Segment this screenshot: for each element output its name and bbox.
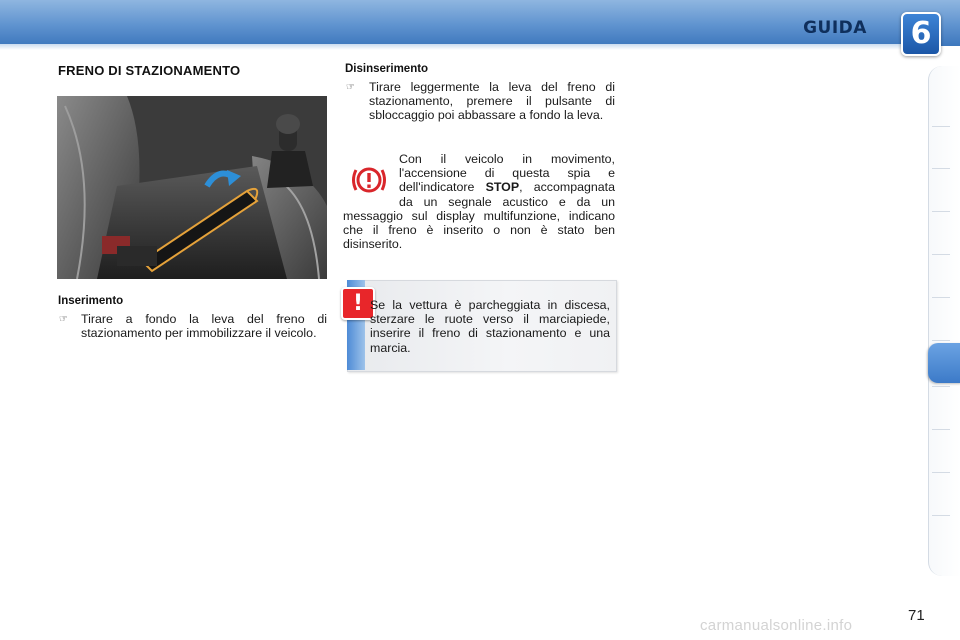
chapter-tab-divider [932,515,950,516]
chapter-tab-active[interactable] [928,343,960,383]
chapter-tab-divider [932,211,950,212]
exclamation-icon: ! [341,287,375,320]
chapter-tab-divider [932,386,950,387]
chapter-tab-divider [932,340,950,341]
section-title: FRENO DI STAZIONAMENTO [58,63,241,78]
info-box-text: Se la vettura è parcheggiata in discesa, sterzare le ruote verso il marciapiede, inserire il freno di stazionamento e una marcia. [370,298,610,355]
page-number: 71 [908,607,925,624]
handbrake-illustration [57,96,327,279]
chapter-tab-divider [932,429,950,430]
stop-indicator-label: STOP [485,180,520,195]
warning-text [343,152,615,251]
warning-text-after: , accompagnata da un segnale acustico e da un messaggio sul display multifunzione, indicano che il freno è inserito o non è stato ben disinserito. [343,180,616,252]
warning-text-before: Con il veicolo in movimento, l'accensione di questa spia e dell'indicatore [399,152,615,195]
pointing-hand-icon: ☞ [346,82,355,93]
warning-icon-spacer [343,152,399,200]
watermark: carmanualsonline.info [700,617,853,634]
handbrake-photo [57,96,327,279]
disinserimento-heading: Disinserimento [345,63,429,75]
chapter-tab-divider [932,126,950,127]
disinserimento-text: Tirare leggermente la leva del freno di stazionamento, premere il pulsante di sbloccaggio poi abbassare a fondo la leva. [369,80,615,123]
inserimento-heading: Inserimento [58,295,124,307]
chapter-tab-divider [932,168,950,169]
chapter-number-badge[interactable]: 6 [901,12,941,56]
chapter-tab-divider [932,297,950,298]
chapter-tab-divider [932,472,950,473]
chapter-tab-column [928,66,960,576]
header-shadow [0,44,905,50]
chapter-tab-divider [932,254,950,255]
chapter-title: GUIDA [803,18,867,38]
pointing-hand-icon: ☞ [59,314,68,325]
inserimento-text: Tirare a fondo la leva del freno di stazionamento per immobilizzare il veicolo. [81,312,327,341]
